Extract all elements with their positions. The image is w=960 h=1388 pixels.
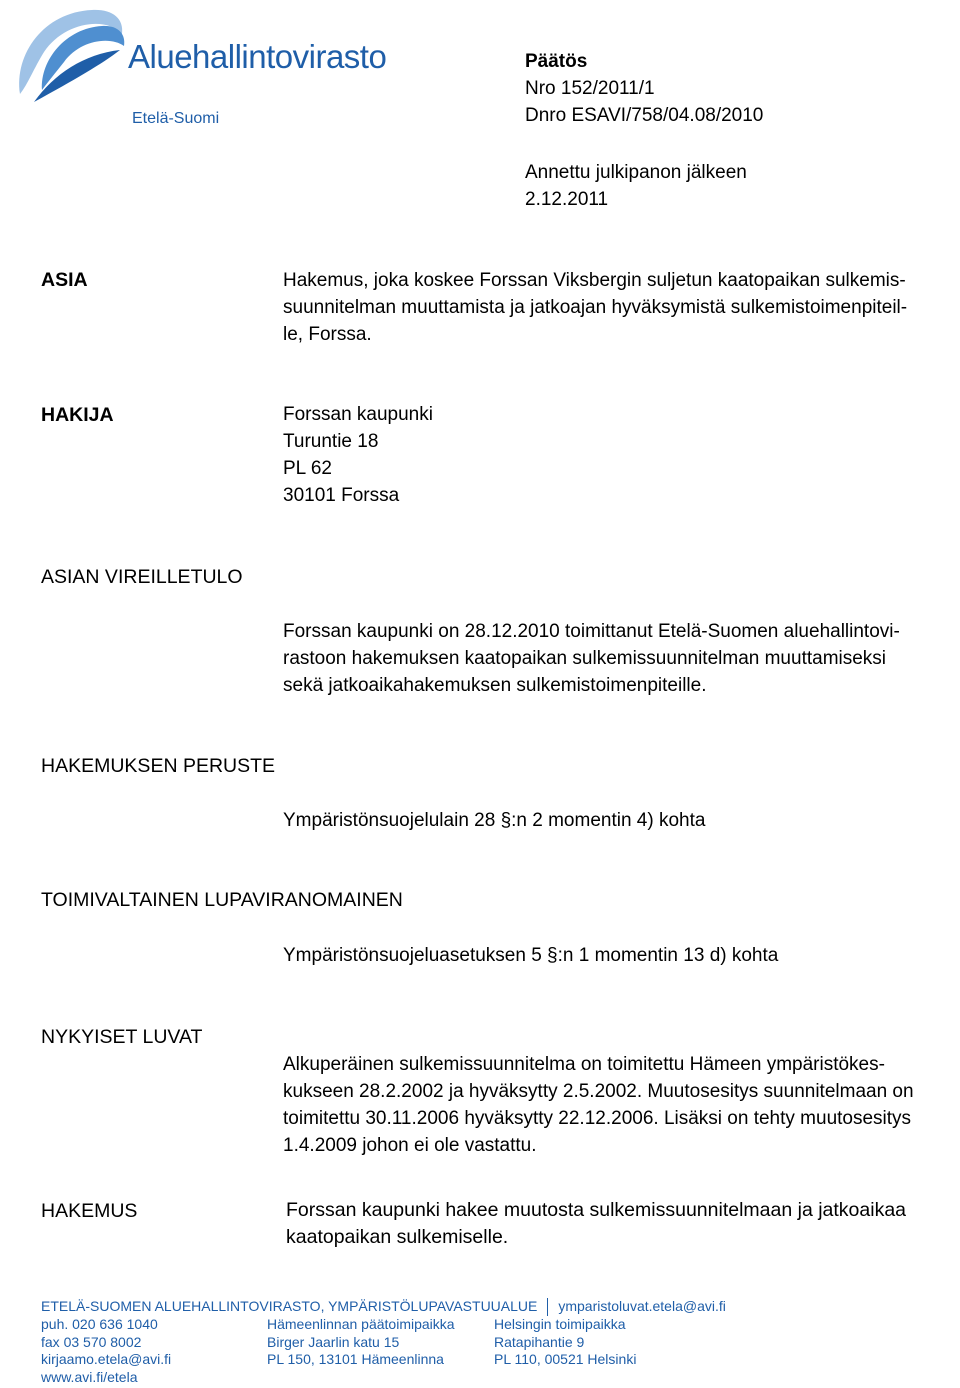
issued-date: 2.12.2011 <box>525 189 609 210</box>
section-label-asia: ASIA <box>41 269 88 291</box>
footer-email-link[interactable]: kirjaamo.etela@avi.fi <box>41 1351 172 1367</box>
footer-org: ETELÄ-SUOMEN ALUEHALLINTOVIRASTO, YMPÄRISTÖLUPAVASTUUALUE <box>41 1298 538 1315</box>
section-label-hakemus: HAKEMUS <box>41 1200 138 1222</box>
footer-office-name: Hämeenlinnan päätoimipaikka <box>267 1316 455 1332</box>
text-line: kukseen 28.2.2002 ja hyväksytty 2.5.2002. Muutosesitys suunnitelmaan on <box>283 1081 914 1102</box>
decision-header <box>525 48 763 213</box>
region-label: Etelä-Suomi <box>132 110 220 127</box>
section-body-vireilletulo <box>283 618 959 699</box>
text-line: Forssan kaupunki <box>283 404 433 425</box>
text-line: toimitettu 30.11.2006 hyväksytty 22.12.2006. Lisäksi on tehty muutosesitys <box>283 1108 912 1129</box>
footer-street: Ratapihantie 9 <box>494 1333 585 1350</box>
footer-postal: PL 150, 13101 Hämeenlinna <box>267 1351 444 1367</box>
footer-phone: puh. 020 636 1040 <box>41 1316 158 1332</box>
text-line: 30101 Forssa <box>283 485 400 506</box>
logo-text: Aluehallintovirasto <box>128 38 387 75</box>
text-line: kaatopaikan sulkemiselle. <box>286 1226 509 1248</box>
decision-number: Nro 152/2011/1 <box>525 78 655 99</box>
text-line: Alkuperäinen sulkemissuunnitelma on toimitettu Hämeen ympäristökes- <box>283 1054 885 1075</box>
decision-title: Päätös <box>525 51 588 72</box>
footer-contact-column <box>41 1316 267 1386</box>
section-body-peruste: Ympäristönsuojelulain 28 §:n 2 momentin 4) kohta <box>283 810 706 831</box>
text-line: PL 62 <box>283 458 332 479</box>
section-body-hakemus <box>286 1197 960 1251</box>
dnro: Dnro ESAVI/758/04.08/2010 <box>525 105 764 126</box>
section-label-toimivaltainen: TOIMIVALTAINEN LUPAVIRANOMAINEN <box>41 889 403 911</box>
section-body-luvat <box>283 1051 959 1159</box>
text-line: rastoon hakemuksen kaatopaikan sulkemissuunnitelman muuttamiseksi <box>283 648 887 669</box>
footer-hameenlinna-column <box>267 1316 494 1386</box>
footer-fax: fax 03 570 8002 <box>41 1333 142 1350</box>
issued-label: Annettu julkipanon jälkeen <box>525 162 747 183</box>
page-footer <box>41 1298 941 1386</box>
text-line: 1.4.2009 johon ei ole vastattu. <box>283 1135 537 1156</box>
section-label-peruste: HAKEMUKSEN PERUSTE <box>41 755 276 777</box>
footer-street: Birger Jaarlin katu 15 <box>267 1333 400 1350</box>
footer-postal: PL 110, 00521 Helsinki <box>494 1351 637 1367</box>
section-body-asia <box>283 267 959 348</box>
text-line: Forssan kaupunki hakee muutosta sulkemissuunnitelmaan ja jatkoaikaa <box>286 1199 907 1221</box>
footer-office-name: Helsingin toimipaikka <box>494 1316 626 1332</box>
text-line: sekä jatkoaikahakemuksen sulkemistoimenpiteille. <box>283 675 707 696</box>
text-line: Hakemus, joka koskee Forssan Viksbergin suljetun kaatopaikan sulkemis- <box>283 270 906 291</box>
section-label-luvat: NYKYISET LUVAT <box>41 1026 203 1048</box>
text-line: Forssan kaupunki on 28.12.2010 toimittanut Etelä-Suomen aluehallintovi- <box>283 621 900 642</box>
logo-swoosh-icon <box>14 4 134 104</box>
footer-helsinki-column <box>494 1316 636 1386</box>
text-line: Turuntie 18 <box>283 431 379 452</box>
footer-email-link[interactable]: ymparistoluvat.etela@avi.fi <box>558 1298 726 1315</box>
text-line: le, Forssa. <box>283 324 372 345</box>
footer-website-link[interactable]: www.avi.fi/etela <box>41 1368 138 1385</box>
footer-divider <box>547 1298 548 1316</box>
text-line: suunnitelman muuttamista ja jatkoajan hyväksymistä sulkemistoimenpiteil- <box>283 297 908 318</box>
section-label-vireilletulo: ASIAN VIREILLETULO <box>41 566 243 588</box>
section-body-toimivaltainen: Ympäristönsuojeluasetuksen 5 §:n 1 momentin 13 d) kohta <box>283 945 779 966</box>
section-label-hakija: HAKIJA <box>41 404 114 426</box>
section-body-hakija <box>283 401 959 509</box>
